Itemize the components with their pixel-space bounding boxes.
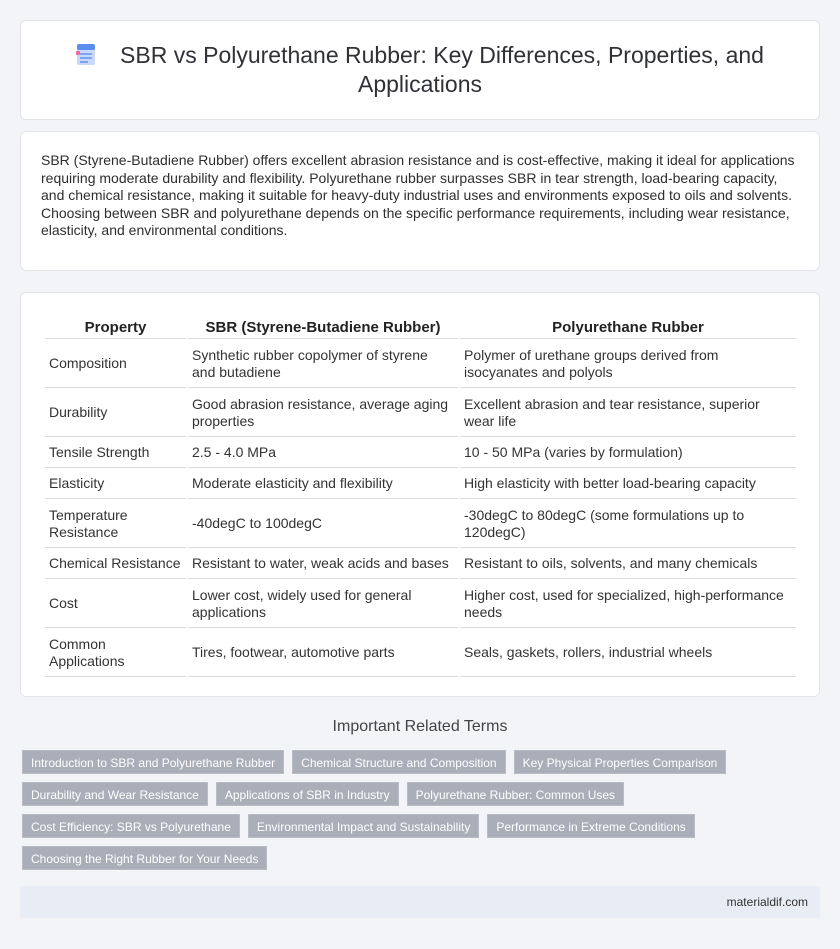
- sbr-cell: Good abrasion resistance, average aging properties: [188, 390, 458, 437]
- related-term-tag[interactable]: Choosing the Right Rubber for Your Needs: [22, 846, 267, 870]
- sbr-cell: -40degC to 100degC: [188, 501, 458, 548]
- table-row: [45, 470, 796, 499]
- related-term-tag[interactable]: Polyurethane Rubber: Common Uses: [407, 782, 624, 806]
- table-row: [45, 550, 796, 579]
- property-cell: Tensile Strength: [45, 439, 186, 468]
- related-term-tag[interactable]: Performance in Extreme Conditions: [487, 814, 694, 838]
- polyurethane-cell: High elasticity with better load-bearing capacity: [460, 470, 796, 499]
- page-title-text: SBR vs Polyurethane Rubber: Key Differences, Properties, and Applications: [120, 42, 764, 97]
- polyurethane-cell: -30degC to 80degC (some formulations up to 120degC): [460, 501, 796, 548]
- intro-text: SBR (Styrene-Butadiene Rubber) offers excellent abrasion resistance and is cost-effective, making it ideal for applications requiring moderate durability and flexibility. Polyurethane rubber surpasses SBR in tear strength, load-bearing capacity, and chemical resistance, making it suitable for heavy-duty industrial uses and environments exposed to oils and solvents. Choosing between SBR and polyurethane depends on the specific performance requirements, including wear resistance, elasticity, and environmental conditions.: [41, 152, 795, 239]
- document-icon: [76, 42, 98, 66]
- related-terms-tags: [22, 750, 822, 878]
- sbr-cell: Lower cost, widely used for general applications: [188, 581, 458, 628]
- property-cell: Cost: [45, 581, 186, 628]
- related-term-tag[interactable]: Cost Efficiency: SBR vs Polyurethane: [22, 814, 240, 838]
- polyurethane-cell: 10 - 50 MPa (varies by formulation): [460, 439, 796, 468]
- table-row: [45, 390, 796, 437]
- table-header-row: [45, 315, 796, 339]
- property-cell: Chemical Resistance: [45, 550, 186, 579]
- related-term-tag[interactable]: Environmental Impact and Sustainability: [248, 814, 479, 838]
- related-term-tag[interactable]: Chemical Structure and Composition: [292, 750, 505, 774]
- table-row: [45, 630, 796, 677]
- table-row: [45, 439, 796, 468]
- sbr-cell: Synthetic rubber copolymer of styrene and butadiene: [188, 341, 458, 388]
- property-cell: Common Applications: [45, 630, 186, 677]
- header-property: Property: [45, 315, 186, 339]
- polyurethane-cell: Higher cost, used for specialized, high-performance needs: [460, 581, 796, 628]
- table-row: [45, 501, 796, 548]
- footer: [20, 886, 820, 918]
- property-cell: Composition: [45, 341, 186, 388]
- polyurethane-cell: Polymer of urethane groups derived from isocyanates and polyols: [460, 341, 796, 388]
- page-title: [61, 41, 779, 99]
- related-term-tag[interactable]: Applications of SBR in Industry: [216, 782, 399, 806]
- related-terms-heading: Important Related Terms: [332, 718, 508, 735]
- table-row: [45, 581, 796, 628]
- polyurethane-cell: Resistant to oils, solvents, and many chemicals: [460, 550, 796, 579]
- property-cell: Temperature Resistance: [45, 501, 186, 548]
- footer-site-link[interactable]: materialdif.com: [726, 895, 808, 909]
- comparison-table-card: [20, 292, 820, 697]
- comparison-table: [43, 313, 798, 679]
- header-polyurethane: Polyurethane Rubber: [460, 315, 796, 339]
- intro-card: [20, 131, 820, 271]
- property-cell: Elasticity: [45, 470, 186, 499]
- sbr-cell: Tires, footwear, automotive parts: [188, 630, 458, 677]
- polyurethane-cell: Seals, gaskets, rollers, industrial wheels: [460, 630, 796, 677]
- polyurethane-cell: Excellent abrasion and tear resistance, superior wear life: [460, 390, 796, 437]
- sbr-cell: 2.5 - 4.0 MPa: [188, 439, 458, 468]
- related-term-tag[interactable]: Key Physical Properties Comparison: [514, 750, 727, 774]
- related-term-tag[interactable]: Durability and Wear Resistance: [22, 782, 208, 806]
- property-cell: Durability: [45, 390, 186, 437]
- related-term-tag[interactable]: Introduction to SBR and Polyurethane Rubber: [22, 750, 284, 774]
- table-row: [45, 341, 796, 388]
- header-card: [20, 20, 820, 120]
- sbr-cell: Moderate elasticity and flexibility: [188, 470, 458, 499]
- header-sbr: SBR (Styrene-Butadiene Rubber): [188, 315, 458, 339]
- sbr-cell: Resistant to water, weak acids and bases: [188, 550, 458, 579]
